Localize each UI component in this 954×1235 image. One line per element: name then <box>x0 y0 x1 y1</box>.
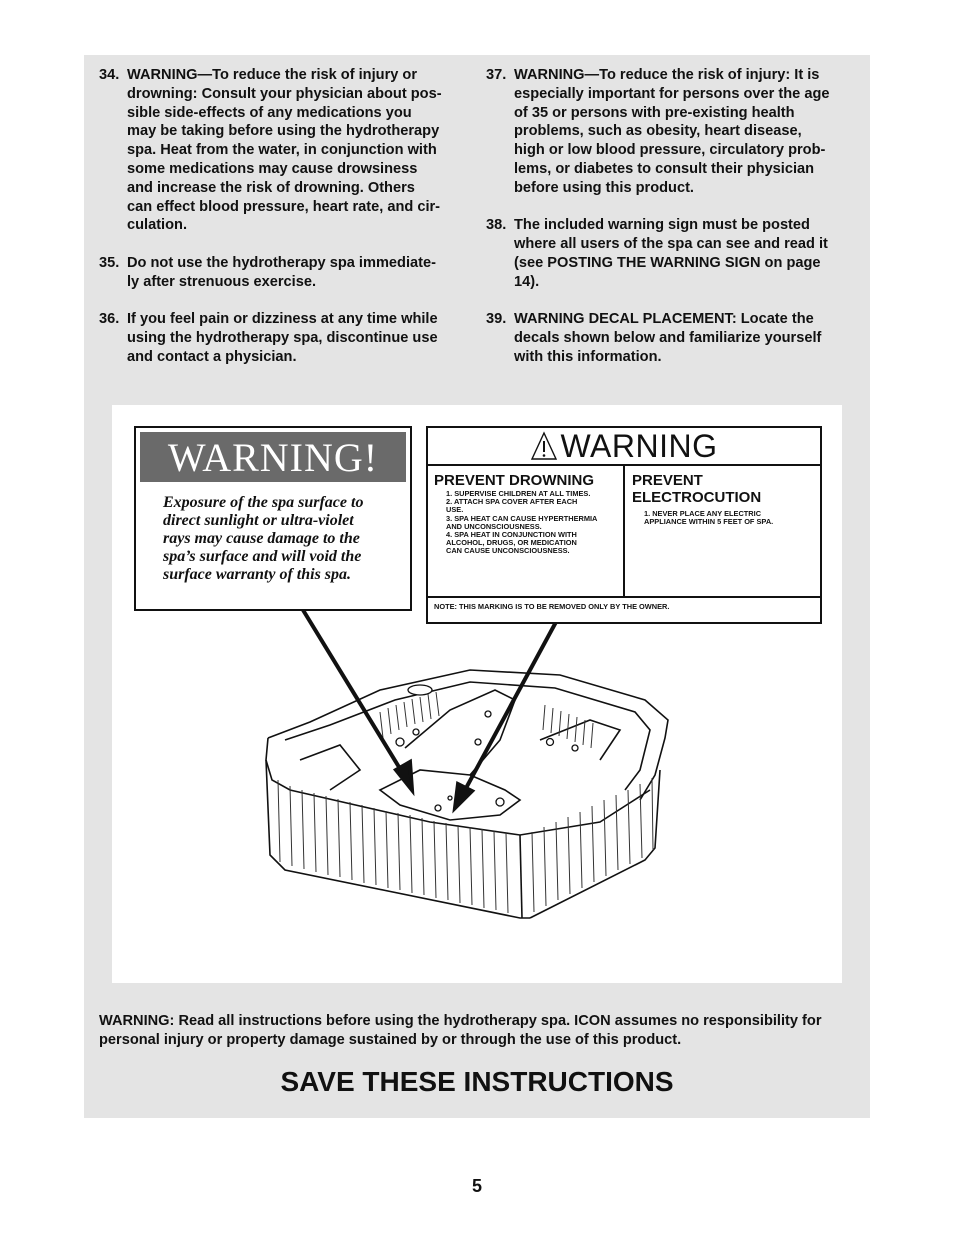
safety-warning-decal <box>426 426 822 624</box>
item-number: 39. <box>486 311 507 328</box>
electrocution-list: 1. NEVER PLACE ANY ELECTRIC APPLIANCE WITHIN 5 FEET OF SPA. <box>644 509 774 527</box>
surface-warning-decal <box>134 426 412 611</box>
item-number: 36. <box>99 311 120 328</box>
column-divider <box>623 466 625 596</box>
page-number: 5 <box>471 1176 482 1196</box>
item-number: 37. <box>486 67 507 83</box>
drowning-title: PREVENT DROWNING <box>434 472 595 489</box>
item-text: WARNING—To reduce the risk of injury or drowning: Consult your physician about pos- sible side-effects of any medications you may be taking before using the hydrotherapy spa. Heat from the water, in conjunction with some medications may cause drowsiness and increase the risk of drowning. Others can effect blood pressure, heart rate, and cir- culation. <box>127 67 442 234</box>
decal-body-text: Exposure of the spa surface to direct sunlight or ultra-violet rays may cause damage to the spa’s surface and will void the surface warranty of this spa. <box>163 494 364 583</box>
item-text: If you feel pain or dizziness at any time while using the hydrotherapy spa, discontinue use and contact a physician. <box>127 311 438 365</box>
decal-header <box>428 428 820 466</box>
final-warning-text: WARNING: Read all instructions before using the hydrotherapy spa. ICON assumes no responsibility for personal injury or property damage sustained by or through the use of this product. <box>99 1013 822 1048</box>
removal-note: NOTE: THIS MARKING IS TO BE REMOVED ONLY BY THE OWNER. <box>434 602 670 611</box>
item-number: 34. <box>99 67 120 83</box>
item-text: WARNING—To reduce the risk of injury: It is especially important for persons over the age of 35 or persons with pre-existing health problems, such as obesity, heart disease, high or low blood pressure, circulatory prob- lems, or diabetes to consult their physician before using this product. <box>514 67 830 196</box>
warning-triangle-icon <box>531 431 557 461</box>
item-number: 35. <box>99 254 120 271</box>
item-text: WARNING DECAL PLACEMENT: Locate the decals shown below and familiarize yourself with this information. <box>514 311 822 365</box>
decal-heading: WARNING! <box>140 432 406 482</box>
item-text: The included warning sign must be posted where all users of the spa can see and read it (see POSTING THE WARNING SIGN on page 14). <box>514 217 828 290</box>
decal-heading: WARNING <box>560 427 718 464</box>
electrocution-title: PREVENT ELECTROCUTION <box>632 472 762 506</box>
drowning-list: 1. SUPERVISE CHILDREN AT ALL TIMES. 2. ATTACH SPA COVER AFTER EACH USE. 3. SPA HEAT CAN CAUSE HYPERTHERMIA AND UNCONSCIOUSNESS. 4. SPA HEAT IN CONJUNCTION WITH ALCOHOL, DRUGS, OR MEDICATION CAN CAUSE UNCONSCIOUSNESS. <box>446 489 598 556</box>
item-text: Do not use the hydrotherapy spa immediate- ly after strenuous exercise. <box>127 254 436 290</box>
save-instructions-title: SAVE THESE INSTRUCTIONS <box>280 1066 674 1097</box>
note-divider <box>428 596 820 598</box>
item-number: 38. <box>486 217 507 234</box>
